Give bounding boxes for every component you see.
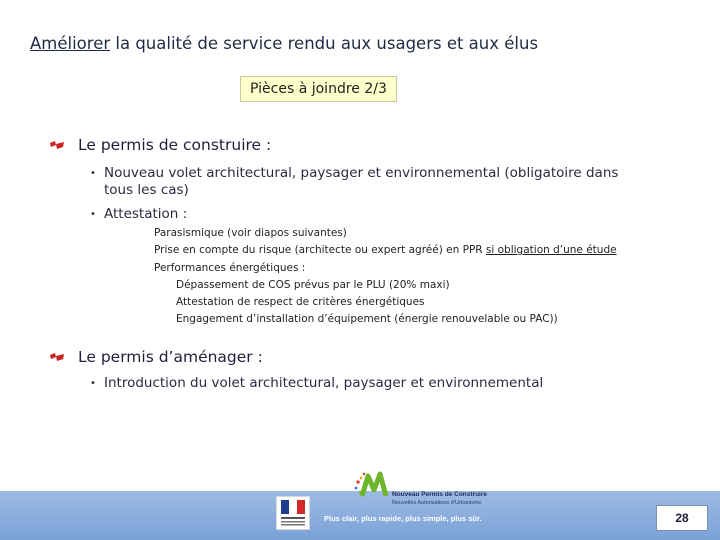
republique-francaise-logo bbox=[276, 496, 310, 530]
title-underlined-word: Améliorer bbox=[30, 34, 111, 53]
bullet-dot-icon: • bbox=[90, 378, 96, 389]
red-bullet-icon bbox=[50, 141, 64, 149]
title-rest: la qualité de service rendu aux usagers et aux élus bbox=[110, 34, 539, 53]
permis-de-construire-logo-icon bbox=[352, 470, 396, 500]
section1-bullet1-line1: Nouveau volet architectural, paysager et environnemental (obligatoire dans bbox=[104, 165, 619, 181]
page-number: 28 bbox=[656, 505, 708, 531]
attestation-item-performances: Performances énergétiques : bbox=[154, 262, 306, 274]
bullet-dot-icon: • bbox=[90, 209, 96, 220]
section1-bullet1 bbox=[92, 165, 672, 199]
attestation-item-risque bbox=[154, 244, 617, 256]
section2-bullet1-text: Introduction du volet architectural, paysager et environnemental bbox=[104, 375, 544, 391]
performance-item: Dépassement de COS prévus par le PLU (20% maxi) bbox=[176, 279, 450, 291]
section1-bullet1-line2: tous les cas) bbox=[104, 182, 189, 198]
subtitle-box: Pièces à joindre 2/3 bbox=[240, 76, 397, 102]
section1-bullet2 bbox=[92, 206, 187, 223]
section1-bullet2-text: Attestation : bbox=[104, 206, 188, 222]
brand-subtitle: Nouvelles Autorisations d’Urbanisme bbox=[392, 500, 482, 506]
risque-text: Prise en compte du risque (architecte ou expert agréé) en PPR bbox=[154, 244, 486, 256]
section1-heading: Le permis de construire : bbox=[78, 136, 272, 154]
red-bullet-icon bbox=[50, 353, 64, 361]
performance-item: Engagement d’installation d’équipement (énergie renouvelable ou PAC)) bbox=[176, 313, 558, 325]
risque-underlined: si obligation d’une étude bbox=[485, 244, 617, 256]
section2-heading: Le permis d’aménager : bbox=[78, 348, 263, 366]
footer-slogan: Plus clair, plus rapide, plus simple, plus sûr. bbox=[324, 514, 482, 523]
bullet-dot-icon: • bbox=[90, 168, 96, 179]
attestation-item-parasismique: Parasismique (voir diapos suivantes) bbox=[154, 227, 347, 239]
performance-item: Attestation de respect de critères énergétiques bbox=[176, 296, 425, 308]
section2-bullet1 bbox=[92, 375, 543, 392]
slide-title bbox=[30, 34, 538, 53]
brand-title: Nouveau Permis de Construire bbox=[392, 491, 487, 498]
